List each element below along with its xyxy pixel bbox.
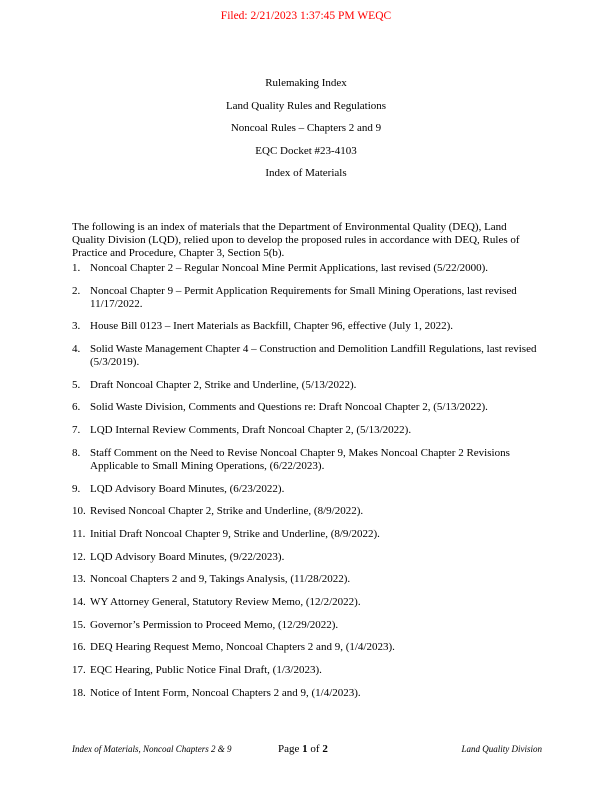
list-item-number: 13. xyxy=(72,573,86,586)
list-item-text: EQC Hearing, Public Notice Final Draft, (1/3/2023). xyxy=(90,664,322,676)
filed-stamp: Filed: 2/21/2023 1:37:45 PM WEQC xyxy=(220,10,392,22)
list-item xyxy=(72,596,542,609)
footer-page-current: 1 xyxy=(302,743,308,755)
footer-document-title: Index of Materials, Noncoal Chapters 2 & 9 xyxy=(72,744,232,754)
list-item-text: Solid Waste Division, Comments and Questions re: Draft Noncoal Chapter 2, (5/13/2022). xyxy=(90,401,488,414)
list-item-text: Staff Comment on the Need to Revise Noncoal Chapter 9, Makes Noncoal Chapter 2 Revisions Applicable to Small Mining Operations, (6/22/2023). xyxy=(90,446,510,472)
list-item xyxy=(72,664,542,677)
list-item-number: 16. xyxy=(72,641,86,654)
list-item-number: 5. xyxy=(72,378,81,391)
list-item xyxy=(72,320,542,333)
list-item xyxy=(72,641,542,654)
list-item xyxy=(72,619,542,632)
heading-line-1: Rulemaking Index xyxy=(265,77,347,89)
list-item-text: Noncoal Chapter 9 – Permit Application Requirements for Small Mining Operations, last revised 11/17/2022. xyxy=(90,284,517,310)
list-item-text: LQD Internal Review Comments, Draft Noncoal Chapter 2, (5/13/2022). xyxy=(90,424,412,437)
materials-list xyxy=(72,262,542,709)
list-item-text: DEQ Hearing Request Memo, Noncoal Chapters 2 and 9, (1/4/2023). xyxy=(90,641,395,654)
list-item-text: Noncoal Chapter 2 – Regular Noncoal Mine Permit Applications, last revised (5/22/2000). xyxy=(90,262,489,274)
list-item-text: Governor’s Permission to Proceed Memo, (12/29/2022). xyxy=(90,618,339,631)
list-item-text: LQD Advisory Board Minutes, (9/22/2023). xyxy=(90,550,285,563)
list-item-number: 11. xyxy=(72,527,86,540)
list-item-text: Notice of Intent Form, Noncoal Chapters 2 and 9, (1/4/2023). xyxy=(90,686,361,699)
heading-line-5: Index of Materials xyxy=(265,167,347,179)
list-item-text: Noncoal Chapters 2 and 9, Takings Analysis, (11/28/2022). xyxy=(90,573,351,586)
list-item-number: 12. xyxy=(72,550,86,563)
list-item xyxy=(72,573,542,586)
list-item-text: LQD Advisory Board Minutes, (6/23/2022). xyxy=(90,482,285,495)
heading-line-3: Noncoal Rules – Chapters 2 and 9 xyxy=(230,122,382,134)
footer-division: Land Quality Division xyxy=(461,744,542,754)
list-item xyxy=(72,262,542,275)
list-item-number: 6. xyxy=(72,401,81,414)
footer-page-of: of xyxy=(310,743,320,755)
list-item xyxy=(72,551,542,564)
list-item xyxy=(72,505,542,518)
list-item-text: Solid Waste Management Chapter 4 – Construction and Demolition Landfill Regulations, last revised (5/3/2019). xyxy=(90,343,537,369)
list-item-number: 10. xyxy=(72,505,86,518)
footer-page-total: 2 xyxy=(322,743,328,755)
list-item-number: 4. xyxy=(72,343,81,356)
list-item-text: House Bill 0123 – Inert Materials as Backfill, Chapter 96, effective (July 1, 2022). xyxy=(90,320,454,333)
list-item-number: 14. xyxy=(72,595,86,608)
list-item-number: 7. xyxy=(72,424,81,437)
list-item-text: Initial Draft Noncoal Chapter 9, Strike and Underline, (8/9/2022). xyxy=(90,527,380,540)
list-item-number: 2. xyxy=(72,284,81,297)
page-footer xyxy=(72,744,542,758)
list-item-text: WY Attorney General, Statutory Review Memo, (12/2/2022). xyxy=(90,595,361,608)
footer-page-number xyxy=(278,743,328,755)
list-item-text: Revised Noncoal Chapter 2, Strike and Underline, (8/9/2022). xyxy=(90,505,364,518)
list-item-number: 17. xyxy=(72,664,86,676)
list-item-number: 3. xyxy=(72,320,81,333)
intro-paragraph: The following is an index of materials that the Department of Environmental Quality (DEQ), Land Quality Division (LQD), relied upon to develop the proposed rules in accordance with DEQ, Rules of Practice and Procedure, Chapter 3, Section 5(b). xyxy=(72,221,520,259)
list-item-number: 1. xyxy=(72,262,81,274)
list-item xyxy=(72,285,542,311)
list-item xyxy=(72,447,542,473)
heading-line-4: EQC Docket #23-4103 xyxy=(255,144,357,157)
list-item-number: 15. xyxy=(72,618,86,631)
list-item xyxy=(72,424,542,437)
footer-page-word: Page xyxy=(278,743,300,755)
list-item-number: 8. xyxy=(72,446,81,459)
list-item xyxy=(72,379,542,392)
list-item-number: 18. xyxy=(72,686,86,699)
heading-line-2: Land Quality Rules and Regulations xyxy=(225,99,387,112)
list-item-text: Draft Noncoal Chapter 2, Strike and Underline, (5/13/2022). xyxy=(90,378,357,391)
list-item xyxy=(72,401,542,414)
list-item xyxy=(72,687,542,700)
list-item-number: 9. xyxy=(72,482,81,495)
list-item xyxy=(72,528,542,541)
list-item xyxy=(72,483,542,496)
document-heading xyxy=(0,72,612,185)
list-item xyxy=(72,343,542,369)
